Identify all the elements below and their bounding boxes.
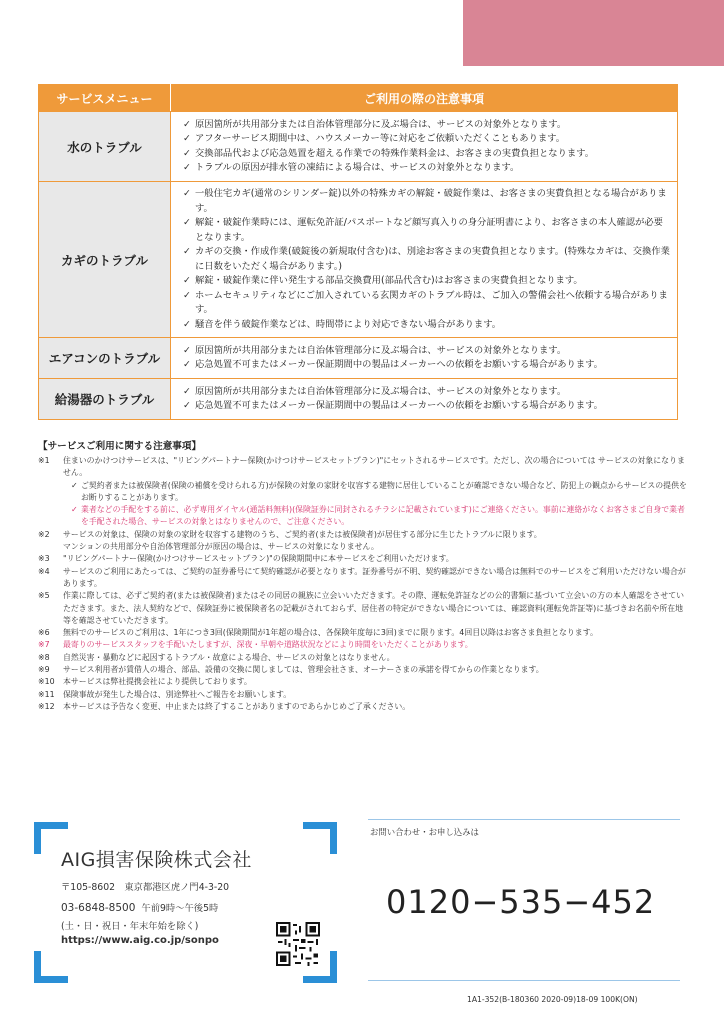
note-line: ✓ 一般住宅カギ(通常のシリンダー錠)以外の特殊カギの解錠・破錠作業は、お客さまの実費負担となる場合があります。 xyxy=(183,188,667,214)
table-header-row xyxy=(39,85,678,112)
notes-water xyxy=(171,112,678,182)
qr-code-icon[interactable] xyxy=(276,922,320,966)
menu-key-trouble: カギのトラブル xyxy=(39,182,171,338)
notes-key xyxy=(171,182,678,338)
caution-item-6: ※6 無料でのサービスのご利用は、1年につき3回(保険期間が1年超の場合は、各保険年度毎に3回)までに限ります。4回目以降はお客さま負担となります。 xyxy=(38,628,598,638)
check-icon: ✓ xyxy=(183,344,191,356)
company-name: AIG損害保険株式会社 xyxy=(61,849,252,871)
caution-sub-2: ✓ 業者などの手配をする前に、必ず専用ダイヤル(通話料無料)(保険証券に同封されるチラシに記載されています)にご連絡ください。事前に連絡がなくお客さまご自身で業者を手配された場合、サービスの対象とはなりませんので、ご注意ください。 xyxy=(63,504,688,529)
company-tel: 03-6848-8500 xyxy=(61,902,136,914)
caution-item-2: ※2 サービスの対象は、保険の対象の家財を収容する建物のうち、ご契約者(または被保険者)が居住する部分に生じたトラブルに限ります。 xyxy=(38,529,542,539)
header-usage-notes: ご利用の際の注意事項 xyxy=(171,85,678,112)
company-phone xyxy=(61,900,218,914)
caution-item-9: ※9 サービス利用者が賃借人の場合、部品、設備の交換に関しましては、管理会社さま、オーナーさまの承諾を得てからの作業となります。 xyxy=(38,665,544,675)
pink-header-block xyxy=(463,0,724,66)
menu-aircon-trouble: エアコンのトラブル xyxy=(39,338,171,379)
contact-divider-top xyxy=(368,819,680,820)
menu-water-heater-trouble: 給湯器のトラブル xyxy=(39,379,171,420)
caution-item-3: ※3 "リビングパートナー保険(かけつけサービスセットプラン)"の保険期間中に本サービスをご利用いただけます。 xyxy=(38,554,454,564)
company-address: 〒105-8602 東京都港区虎ノ門4-3-20 xyxy=(61,882,230,893)
notes-water-heater xyxy=(171,379,678,420)
corner-bracket-bottom-left xyxy=(34,951,68,983)
caution-note-2: マンションの共用部分や自治体管理部分が原因の場合は、サービスの対象になりません。 xyxy=(63,542,379,552)
caution-item-7: ※7 最寄りのサービススタッフを手配いたしますが、深夜・早朝や道路状況などにより時間をいただくことがあります。 xyxy=(38,640,473,650)
caution-item-8: ※8 自然災害・暴動などに起因するトラブル・故意による場合、サービスの対象とはなりません。 xyxy=(38,652,395,662)
check-icon: ✓ xyxy=(183,147,191,159)
check-icon: ✓ xyxy=(183,188,191,199)
check-icon: ✓ xyxy=(71,480,78,490)
caution-item-5: ※5 作業に際しては、必ずご契約者(または被保険者)またはその同居の親族に立会いいただきます。その際、運転免許証などの公的書類に基づいて立会いの方の本人確認をさせていただきます。また、法人契約などで、保険証券に被保険者名の記載がされておらず、居住者の特定ができない場合については、確認資料(運転免許証等)に基づきお名前や所在地等を確認させていただきます。 xyxy=(38,591,684,625)
note-line: ✓ 騒音を伴う破錠作業などは、時間帯により対応できない場合があります。 xyxy=(183,318,671,333)
note-line: ✓ トラブルの原因が排水管の凍結による場合は、サービスの対象外となります。 xyxy=(183,161,671,176)
table-row-water-heater xyxy=(39,379,678,420)
notes-aircon xyxy=(171,338,678,379)
caution-item-1: ※1 住まいのかけつけサービスは、"リビングパートナー保険(かけつけサービスセットプラン)"にセットされるサービスです。ただし、次の場合については サービスの対象になりません。 xyxy=(38,456,685,478)
company-closed-days: (土・日・祝日・年末年始を除く) xyxy=(61,921,199,932)
table-row-water xyxy=(39,112,678,182)
check-icon: ✓ xyxy=(183,318,191,330)
note-line: ✓ カギの交換・作成作業(破錠後の新規取付含む)は、別途お客さまの実費負担となります。(特殊なカギは、交換作業に日数をいただく場合があります。) xyxy=(183,246,670,272)
menu-water-trouble: 水のトラブル xyxy=(39,112,171,182)
note-line: ✓ 解錠・破錠作業に伴い発生する部品交換費用(部品代含む)はお客さまの実費負担となります。 xyxy=(183,274,671,289)
check-icon: ✓ xyxy=(183,162,191,173)
note-line: ✓ 原因箇所が共用部分または自治体管理部分に及ぶ場合は、サービスの対象外となります。 xyxy=(183,385,671,400)
note-line: ✓ 原因箇所が共用部分または自治体管理部分に及ぶ場合は、サービスの対象外となります。 xyxy=(183,344,671,359)
check-icon: ✓ xyxy=(183,133,191,144)
corner-bracket-top-right xyxy=(303,822,337,854)
check-icon: ✓ xyxy=(183,385,191,397)
contact-divider-bottom xyxy=(368,980,680,981)
note-line: ✓ 解錠・破錠作業時には、運転免許証/パスポートなど顔写真入りの身分証明書により、お客さまの本人確認が必要となります。 xyxy=(183,217,663,243)
service-caution-section xyxy=(38,438,688,713)
print-code: 1A1-352(B-180360 2020-09)18-09 100K(ON) xyxy=(467,995,638,1004)
note-line: ✓ 応急処置不可またはメーカー保証期間中の製品はメーカーへの依頼をお願いする場合があります。 xyxy=(183,399,671,414)
check-icon: ✓ xyxy=(71,505,78,515)
caution-title: 【サービスご利用に関する注意事項】 xyxy=(38,441,202,452)
toll-free-number[interactable]: 0120−535−452 xyxy=(386,883,656,921)
table-row-aircon xyxy=(39,338,678,379)
check-icon: ✓ xyxy=(183,289,191,301)
note-line: ✓ 交換部品代および応急処置を超える作業での特殊作業料金は、お客さまの実費負担となります。 xyxy=(183,147,671,162)
caution-item-12: ※12 本サービスは予告なく変更、中止または終了することがありますのであらかじめご了承ください。 xyxy=(38,701,411,711)
service-notes-table xyxy=(38,84,678,420)
caution-item-11: ※11 保険事故が発生した場合は、別途弊社へご報告をお願いします。 xyxy=(38,689,292,699)
note-line: ✓ アフターサービス期間中は、ハウスメーカー等に対応をご依頼いただくこともあります。 xyxy=(183,132,671,147)
check-icon: ✓ xyxy=(183,359,191,370)
contact-label: お問い合わせ・お申し込みは xyxy=(370,827,479,837)
check-icon: ✓ xyxy=(183,118,191,130)
note-line: ✓ 応急処置不可またはメーカー保証期間中の製品はメーカーへの依頼をお願いする場合があります。 xyxy=(183,358,671,373)
table-row-key xyxy=(39,182,678,338)
company-hours: 午前9時〜午後5時 xyxy=(141,903,219,914)
caution-sub-1: ✓ ご契約者または被保険者(保険の補償を受けられる方)が保険の対象の家財を収容する建物に居住していることが確認できない場合など、防犯上の観点からサービスの提供をお断りすることがあります。 xyxy=(63,480,688,505)
caution-item-4: ※4 サービスのご利用にあたっては、ご契約の証券番号にて契約確認が必要となります。証券番号が不明、契約確認ができない場合は無料でのサービスをご利用いただけない場合があります。 xyxy=(38,566,686,588)
caution-item-10: ※10 本サービスは弊社提携会社により提供しております。 xyxy=(38,677,252,687)
header-service-menu: サービスメニュー xyxy=(39,85,171,112)
check-icon: ✓ xyxy=(183,217,191,228)
check-icon: ✓ xyxy=(183,400,191,411)
note-line: ✓ 原因箇所が共用部分または自治体管理部分に及ぶ場合は、サービスの対象外となります。 xyxy=(183,118,671,133)
note-line: ✓ ホームセキュリティなどにご加入されている玄関カギのトラブル時は、ご加入の警備会社へ依頼する場合があります。 xyxy=(183,289,668,315)
company-url-link[interactable]: https://www.aig.co.jp/sonpo xyxy=(61,935,219,946)
check-icon: ✓ xyxy=(183,275,191,286)
check-icon: ✓ xyxy=(183,246,191,257)
